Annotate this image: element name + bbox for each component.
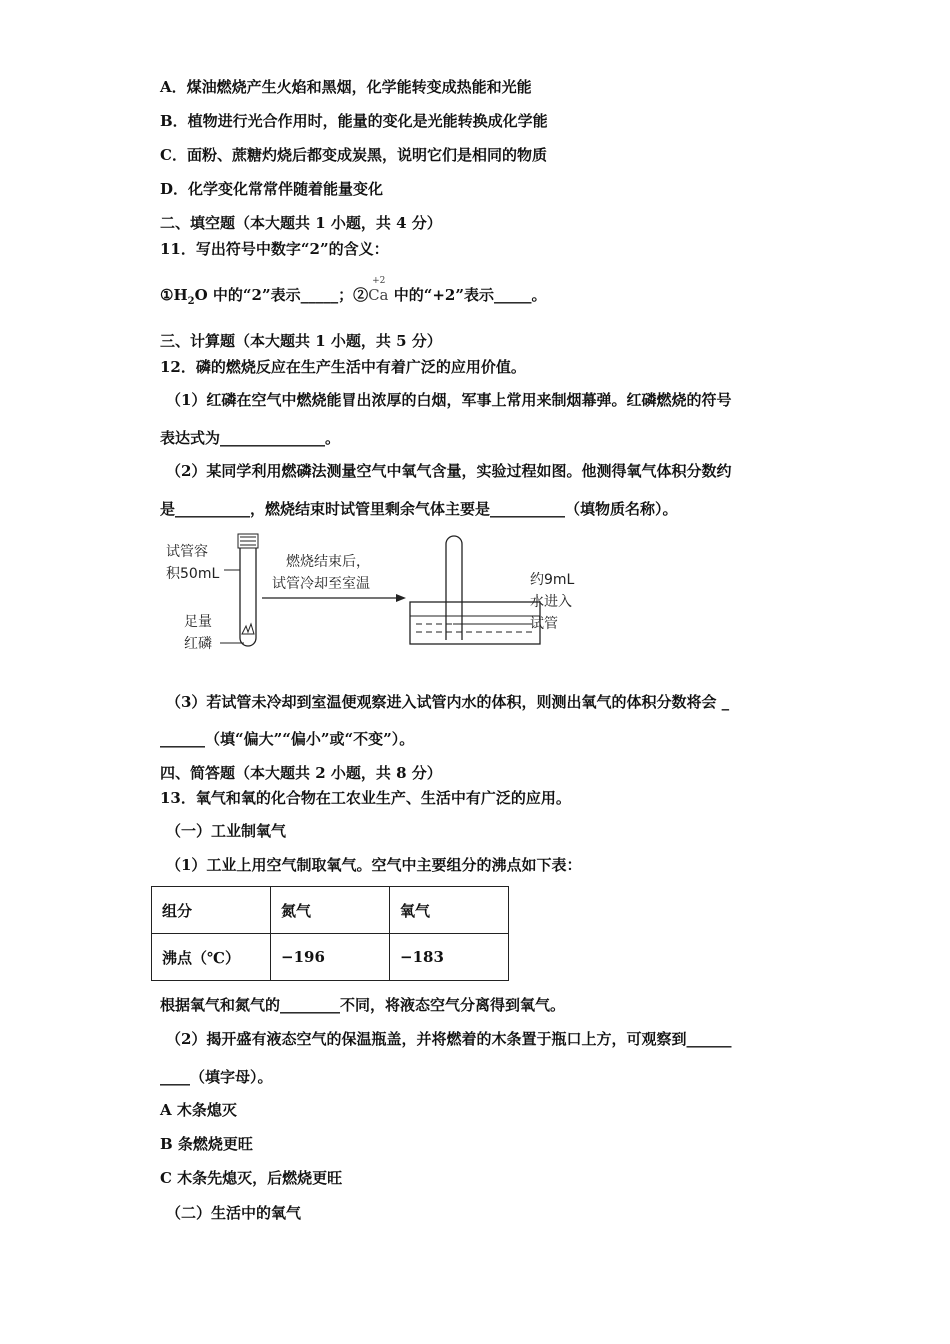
q10-option-d: D．化学变化常常伴随着能量变化 bbox=[160, 180, 384, 198]
table-header-cell: 氮气 bbox=[271, 887, 390, 934]
table-header-cell: 组分 bbox=[152, 887, 271, 934]
q13-2b: ____（填字母）。 bbox=[160, 1068, 273, 1086]
q11-part1-b: O 中的“2”表示_____；② bbox=[194, 286, 369, 304]
q12-3a: （3）若试管未冷却到室温便观察进入试管内水的体积，则测出氧气的体积分数将会 _ bbox=[166, 693, 730, 711]
table-header-row bbox=[152, 887, 509, 934]
q11-part1-sub: 2 bbox=[187, 296, 195, 307]
q12-2b: 是__________，燃烧结束时试管里剩余气体主要是__________（填物质名称）。 bbox=[160, 500, 678, 518]
part2-title: （二）生活中的氧气 bbox=[166, 1204, 302, 1222]
q12-1b: 表达式为______________。 bbox=[160, 429, 341, 447]
red-phosphorus bbox=[242, 624, 254, 634]
q11-part1-a: ①H bbox=[160, 286, 188, 304]
table-header-cell: 氧气 bbox=[390, 887, 509, 934]
option-b: B 条燃烧更旺 bbox=[160, 1135, 253, 1153]
arrow-label-2: 试管冷却至室温 bbox=[272, 576, 370, 592]
table-cell: −196 bbox=[271, 934, 390, 981]
option-c: C 木条先熄灭，后燃烧更旺 bbox=[160, 1169, 343, 1187]
water-label-3: 试管 bbox=[530, 616, 558, 632]
q10-option-b: B．植物进行光合作用时，能量的变化是光能转换成化学能 bbox=[160, 112, 548, 130]
q12-2a: （2）某同学利用燃磷法测量空气中氧气含量，实验过程如图。他测得氧气体积分数约 bbox=[166, 462, 732, 480]
table-row bbox=[152, 934, 509, 981]
q10-option-a: A．煤油燃烧产生火焰和黑烟，化学能转变成热能和光能 bbox=[160, 78, 532, 96]
q11-stem: 11．写出符号中数字“2”的含义： bbox=[160, 240, 389, 258]
boiling-point-table bbox=[151, 886, 509, 981]
section3-heading: 三、计算题（本大题共 1 小题，共 5 分） bbox=[160, 332, 442, 350]
section2-heading: 二、填空题（本大题共 1 小题，共 4 分） bbox=[160, 214, 442, 232]
q13-stem: 13．氧气和氧的化合物在工农业生产、生活中有广泛的应用。 bbox=[160, 789, 571, 807]
q13-1-after: 根据氧气和氮气的________不同，将液态空气分离得到氧气。 bbox=[160, 996, 566, 1014]
q12-1a: （1）红磷在空气中燃烧能冒出浓厚的白烟，军事上常用来制烟幕弹。红磷燃烧的符号 bbox=[166, 391, 732, 409]
table-cell: −183 bbox=[390, 934, 509, 981]
q12-stem: 12．磷的燃烧反应在生产生活中有着广泛的应用价值。 bbox=[160, 358, 526, 376]
option-a: A 木条熄灭 bbox=[160, 1101, 237, 1119]
tube-label-1: 试管容 bbox=[166, 544, 208, 560]
q12-3b: ______（填“偏大”“偏小”或“不变”）。 bbox=[160, 730, 415, 748]
arrow-label-1: 燃烧结束后， bbox=[286, 554, 370, 570]
part1-title: （一）工业制氧气 bbox=[166, 822, 287, 840]
q13-2a: （2）揭开盛有液态空气的保温瓶盖，并将燃着的木条置于瓶口上方，可观察到______ bbox=[166, 1030, 732, 1048]
experiment-diagram bbox=[160, 528, 600, 668]
water-label-1: 约9mL bbox=[530, 572, 575, 588]
q11-part2: 中的“+2”表示_____。 bbox=[388, 286, 547, 304]
tube-label-2: 积50mL bbox=[166, 566, 220, 582]
section4-heading: 四、简答题（本大题共 2 小题，共 8 分） bbox=[160, 764, 442, 782]
water-trough bbox=[410, 602, 540, 644]
q11-body bbox=[160, 276, 547, 312]
q10-option-c: C．面粉、蔗糖灼烧后都变成炭黑，说明它们是相同的物质 bbox=[160, 146, 547, 164]
q13-1: （1）工业上用空气制取氧气。空气中主要组分的沸点如下表： bbox=[166, 856, 582, 874]
water-label-2: 水进入 bbox=[530, 594, 572, 610]
q11-symbol: Ca bbox=[368, 286, 389, 304]
table-cell: 沸点（℃） bbox=[152, 934, 271, 981]
q11-charge: +2 bbox=[372, 276, 386, 286]
phos-label-1: 足量 bbox=[184, 614, 212, 630]
phos-label-2: 红磷 bbox=[184, 636, 212, 652]
